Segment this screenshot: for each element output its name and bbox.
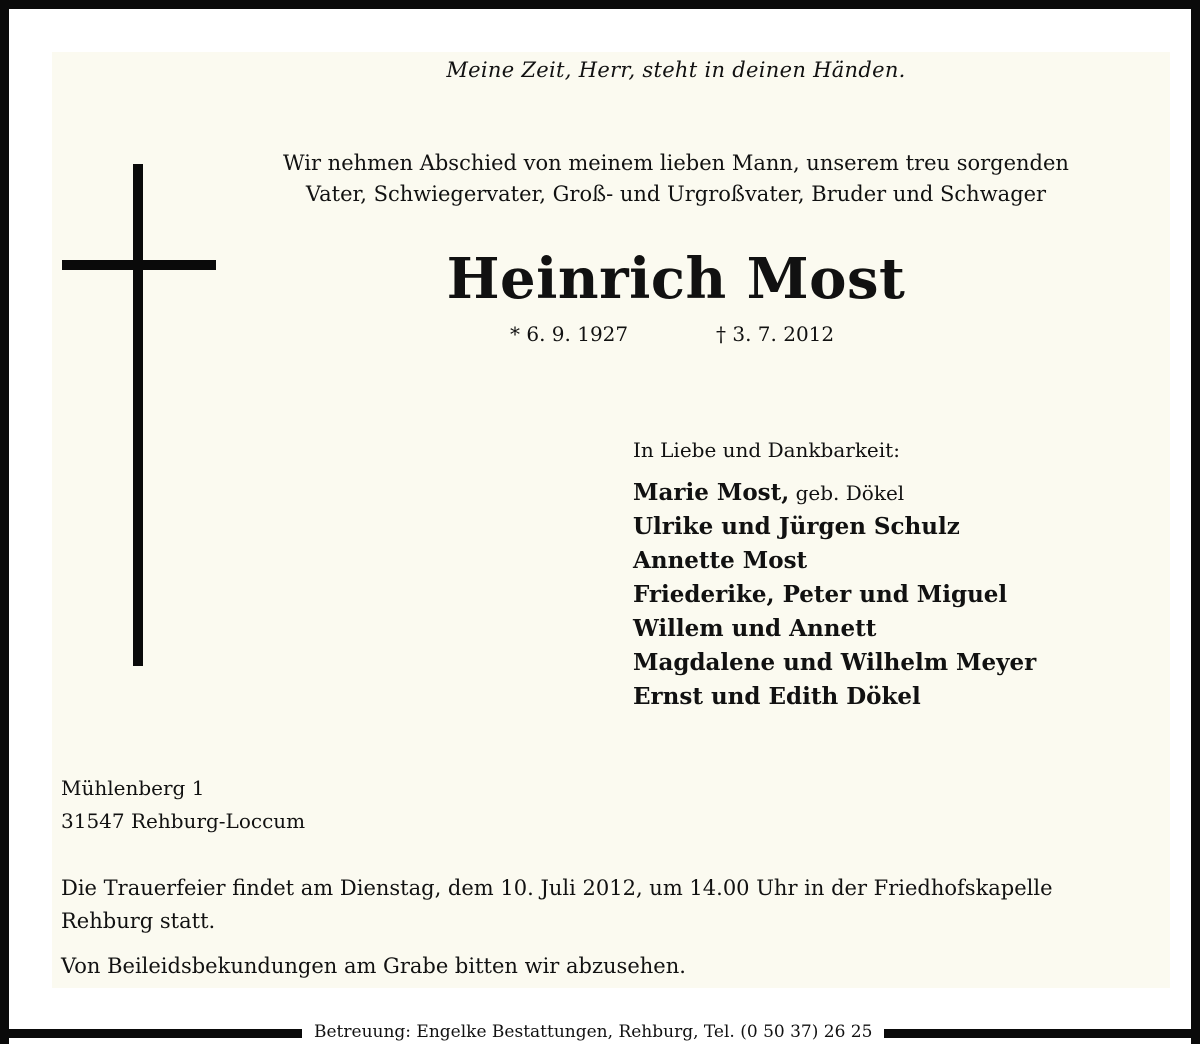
family-member: Annette Most (633, 547, 808, 574)
motto-verse: Meine Zeit, Herr, steht in deinen Händen. (446, 58, 906, 82)
address-street: Mühlenberg 1 (61, 776, 205, 800)
mourning-address (61, 772, 305, 838)
death-date: † 3. 7. 2012 (716, 322, 835, 346)
maiden-name-note: geb. Dökel (789, 481, 905, 505)
cross-vertical-bar (133, 164, 143, 666)
cross-horizontal-bar (62, 260, 216, 270)
family-signatures (633, 438, 1036, 714)
birth-date: * 6. 9. 1927 (510, 322, 629, 346)
deceased-name: Heinrich Most (446, 246, 906, 312)
family-member: Magdalene und Wilhelm Meyer (633, 649, 1037, 676)
family-member: Ernst und Edith Dökel (633, 683, 921, 710)
intro-line-2: Vater, Schwiegervater, Groß- und Urgroßvater, Bruder und Schwager (305, 182, 1047, 206)
family-heading: In Liebe und Dankbarkeit: (633, 438, 900, 462)
footer (9, 1022, 1191, 1044)
footer-rule-right (884, 1029, 1191, 1038)
footer-rule-left (9, 1029, 302, 1038)
ceremony-notice: Die Trauerfeier findet am Dienstag, dem 10. Juli 2012, um 14.00 Uhr in der Friedhofskapelle Rehburg statt. (61, 876, 1053, 933)
funeral-home-credit: Betreuung: Engelke Bestattungen, Rehburg, Tel. (0 50 37) 26 25 (314, 1022, 873, 1042)
family-member-name: Marie Most, (633, 479, 790, 506)
family-member: Willem und Annett (633, 615, 877, 642)
condolence-request: Von Beileidsbekundungen am Grabe bitten wir abzusehen. (61, 954, 686, 978)
intro-line-1: Wir nehmen Abschied von meinem lieben Mann, unserem treu sorgenden (283, 151, 1069, 175)
family-member: Ulrike und Jürgen Schulz (633, 513, 960, 540)
family-member: Friederike, Peter und Miguel (633, 581, 1008, 608)
family-member (633, 476, 1036, 510)
farewell-intro (190, 148, 1162, 210)
address-city: 31547 Rehburg-Loccum (61, 809, 306, 833)
